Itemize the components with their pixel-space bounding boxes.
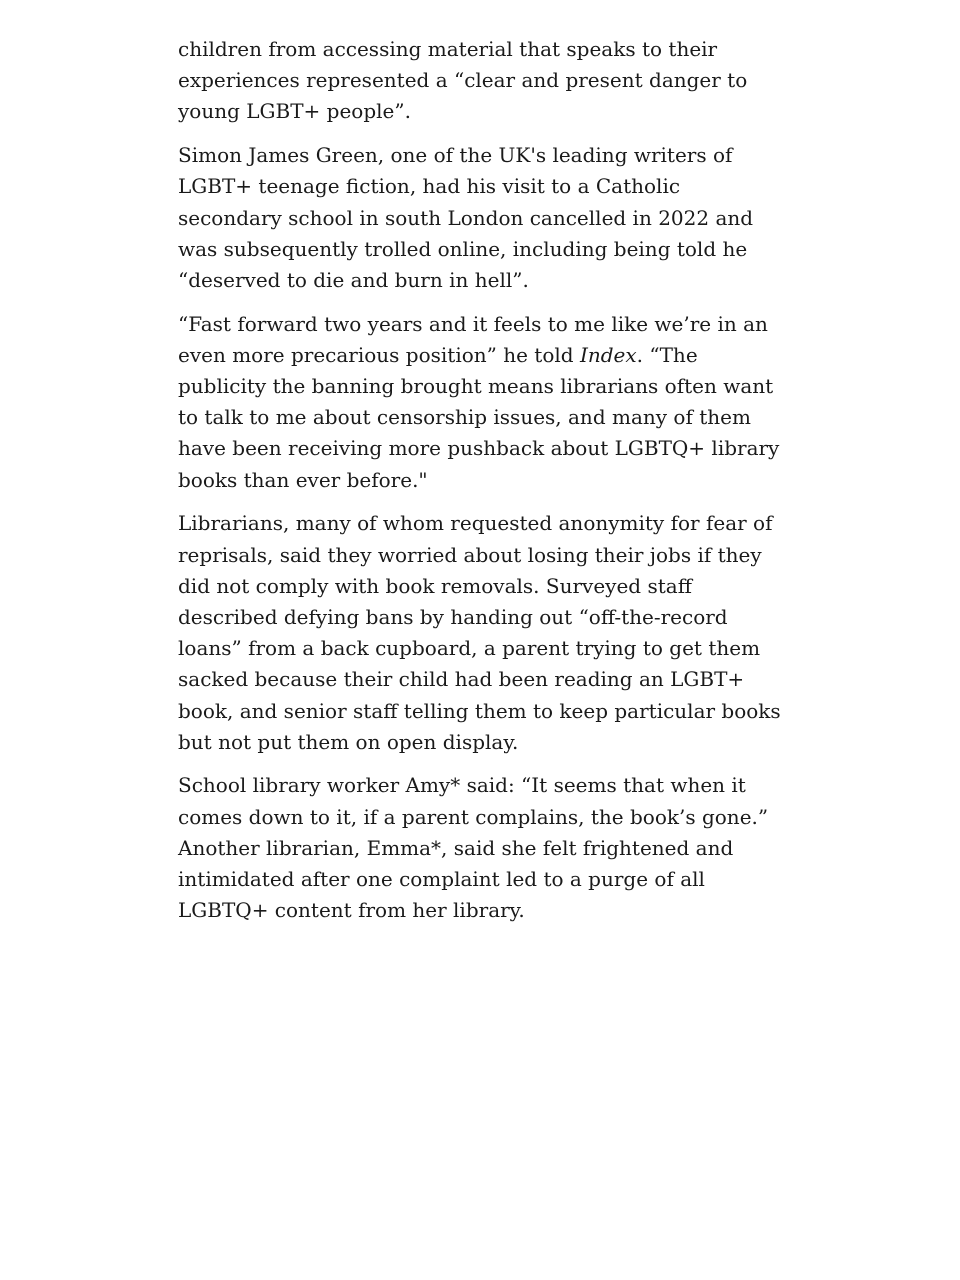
publication-name: Index <box>579 342 637 367</box>
article-paragraph: Librarians, many of whom requested anonymity for fear of reprisals, said they worried about losing their jobs if they did not comply with book removals. Surveyed staff described defying bans by handing out “off-the-record loans” from a back cupboard, a parent trying to get them sacked because their child had been reading an LGBT+ book, and senior staff telling them to keep particular books but not put them on open display. <box>178 511 781 754</box>
article-paragraph: children from accessing material that speaks to their experiences represented a “clear and present danger to young LGBT+ people”. <box>178 37 748 124</box>
paragraph-text: . “The publicity the banning brought means librarians often want to talk to me about censorship issues, and many of them have been receiving more pushback about LGBTQ+ library books than ever before." <box>178 342 780 492</box>
paragraph-text: “Fast forward two years and it feels to me like we’re in an even more precarious position” he told <box>178 311 768 367</box>
article-paragraph <box>178 309 788 496</box>
article-paragraph: School library worker Amy* said: “It seems that when it comes down to it, if a parent complains, the book’s gone.” Another librarian, Emma*, said she felt frightened and intimidated after one complaint led to a purge of all LGBTQ+ content from her library. <box>178 773 769 923</box>
article-body <box>178 34 788 939</box>
article-paragraph: Simon James Green, one of the UK's leading writers of LGBT+ teenage fiction, had his visit to a Catholic secondary school in south London cancelled in 2022 and was subsequently trolled online, including being told he “deserved to die and burn in hell”. <box>178 143 754 292</box>
